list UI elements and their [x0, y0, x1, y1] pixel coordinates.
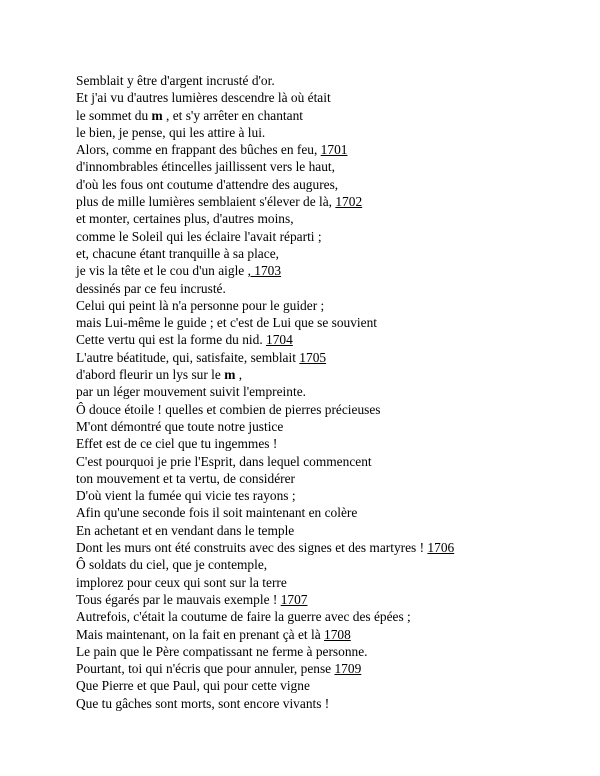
poem-line	[76, 349, 596, 366]
poem-line	[76, 262, 596, 279]
poem-line	[76, 176, 596, 193]
poem-line	[76, 660, 596, 677]
line-text: Ô soldats du ciel, que je contemple,	[76, 557, 268, 573]
bold-letter: m	[151, 107, 163, 123]
line-text: plus de mille lumières semblaient s'élever de là,	[76, 194, 336, 210]
line-text: mais Lui-même le guide ; et c'est de Lui que se souvient	[76, 315, 378, 331]
poem-line	[76, 626, 596, 643]
footnote-link[interactable]: 1705	[299, 349, 327, 365]
poem-line	[76, 297, 596, 314]
poem-line	[76, 193, 596, 210]
poem-line	[76, 504, 596, 521]
line-text: Ô douce étoile ! quelles et combien de pierres précieuses	[76, 401, 381, 417]
line-text: par un léger mouvement suivit l'empreinte.	[76, 384, 306, 400]
line-text: d'abord fleurir un lys sur le	[76, 367, 225, 383]
footnote-link[interactable]: 1709	[334, 661, 362, 677]
poem-line	[76, 435, 596, 452]
line-text: d'innombrables étincelles jaillissent vers le haut,	[76, 159, 335, 175]
line-text: Et j'ai vu d'autres lumières descendre là où était	[76, 90, 331, 106]
footnote-link[interactable]: 1706	[427, 540, 455, 556]
line-text: Que tu gâches sont morts, sont encore vivants !	[76, 695, 330, 711]
footnote-link[interactable]: 1707	[280, 591, 308, 607]
footnote-link[interactable]: 1701	[320, 142, 348, 158]
poem-line	[76, 522, 596, 539]
poem-line	[76, 470, 596, 487]
line-text: C'est pourquoi je prie l'Esprit, dans lequel commencent	[76, 453, 372, 469]
footnote-link[interactable]: 1704	[266, 332, 293, 348]
line-text: ton mouvement et ta vertu, de considérer	[76, 470, 296, 486]
line-text: et monter, certaines plus, d'autres moins,	[76, 211, 294, 227]
line-text: Semblait y être d'argent incrusté d'or.	[76, 73, 275, 88]
line-text: le bien, je pense, qui les attire à lui.	[76, 124, 266, 140]
line-text: Celui qui peint là n'a personne pour le guider ;	[76, 297, 325, 313]
footnote-link[interactable]: , 1703	[247, 263, 282, 279]
line-text: et, chacune étant tranquille à sa place,	[76, 245, 279, 261]
poem-line	[76, 228, 596, 245]
line-text: Cette vertu qui est la forme du nid.	[76, 332, 267, 348]
line-text: dessinés par ce feu incrusté.	[76, 280, 226, 296]
poem-line	[76, 107, 596, 124]
poem-line	[76, 591, 596, 608]
poem-line	[76, 418, 596, 435]
poem-line	[76, 89, 596, 106]
poem-line	[76, 539, 596, 556]
line-text: implorez pour ceux qui sont sur la terre	[76, 574, 287, 590]
line-text: d'où les fous ont coutume d'attendre des augures,	[76, 176, 339, 192]
line-text: je vis la tête et le cou d'un aigle	[76, 263, 248, 279]
poem-line	[76, 383, 596, 400]
poem-line	[76, 574, 596, 591]
line-text: le sommet du	[76, 107, 152, 123]
poem-line	[76, 366, 596, 383]
poem-line	[76, 141, 596, 158]
poem-line	[76, 331, 596, 348]
line-text-continued: ,	[235, 367, 243, 383]
line-text: Effet est de ce ciel que tu ingemmes !	[76, 436, 278, 452]
poem-line	[76, 72, 596, 89]
poem-line	[76, 695, 596, 712]
line-text: Alors, comme en frappant des bûches en feu,	[76, 142, 321, 158]
bold-letter: m	[224, 367, 236, 383]
line-text: Dont les murs ont été construits avec des signes et des martyres !	[76, 540, 428, 556]
line-text: D'où vient la fumée qui vicie tes rayons ;	[76, 488, 296, 504]
poem-line	[76, 643, 596, 660]
line-text: Mais maintenant, on la fait en prenant çà et là	[76, 626, 325, 642]
poem-line	[76, 158, 596, 175]
line-text: Autrefois, c'était la coutume de faire la guerre avec des épées ;	[76, 609, 411, 625]
poem-line	[76, 210, 596, 227]
line-text: En achetant et en vendant dans le temple	[76, 522, 295, 538]
poem-line	[76, 124, 596, 141]
line-text: L'autre béatitude, qui, satisfaite, semblait	[76, 349, 300, 365]
poem-line	[76, 245, 596, 262]
line-text: Afin qu'une seconde fois il soit maintenant en colère	[76, 505, 358, 521]
poem-line	[76, 401, 596, 418]
footnote-link[interactable]: 1708	[324, 626, 351, 642]
poem-line	[76, 556, 596, 573]
footnote-link[interactable]: 1702	[335, 194, 363, 210]
poem-line	[76, 608, 596, 625]
poem-line	[76, 677, 596, 694]
poem-line	[76, 314, 596, 331]
poem-line	[76, 487, 596, 504]
line-text: Que Pierre et que Paul, qui pour cette vigne	[76, 678, 310, 694]
line-text-continued: , et s'y arrêter en chantant	[162, 107, 303, 123]
line-text: Pourtant, toi qui n'écris que pour annuler, pense	[76, 661, 335, 677]
line-text: Tous égarés par le mauvais exemple !	[76, 591, 281, 607]
poem-line	[76, 453, 596, 470]
line-text: comme le Soleil qui les éclaire l'avait réparti ;	[76, 228, 322, 244]
line-text: Le pain que le Père compatissant ne ferme à personne.	[76, 643, 368, 659]
poem-text	[76, 72, 596, 712]
line-text: M'ont démontré que toute notre justice	[76, 418, 284, 434]
poem-line	[76, 280, 596, 297]
